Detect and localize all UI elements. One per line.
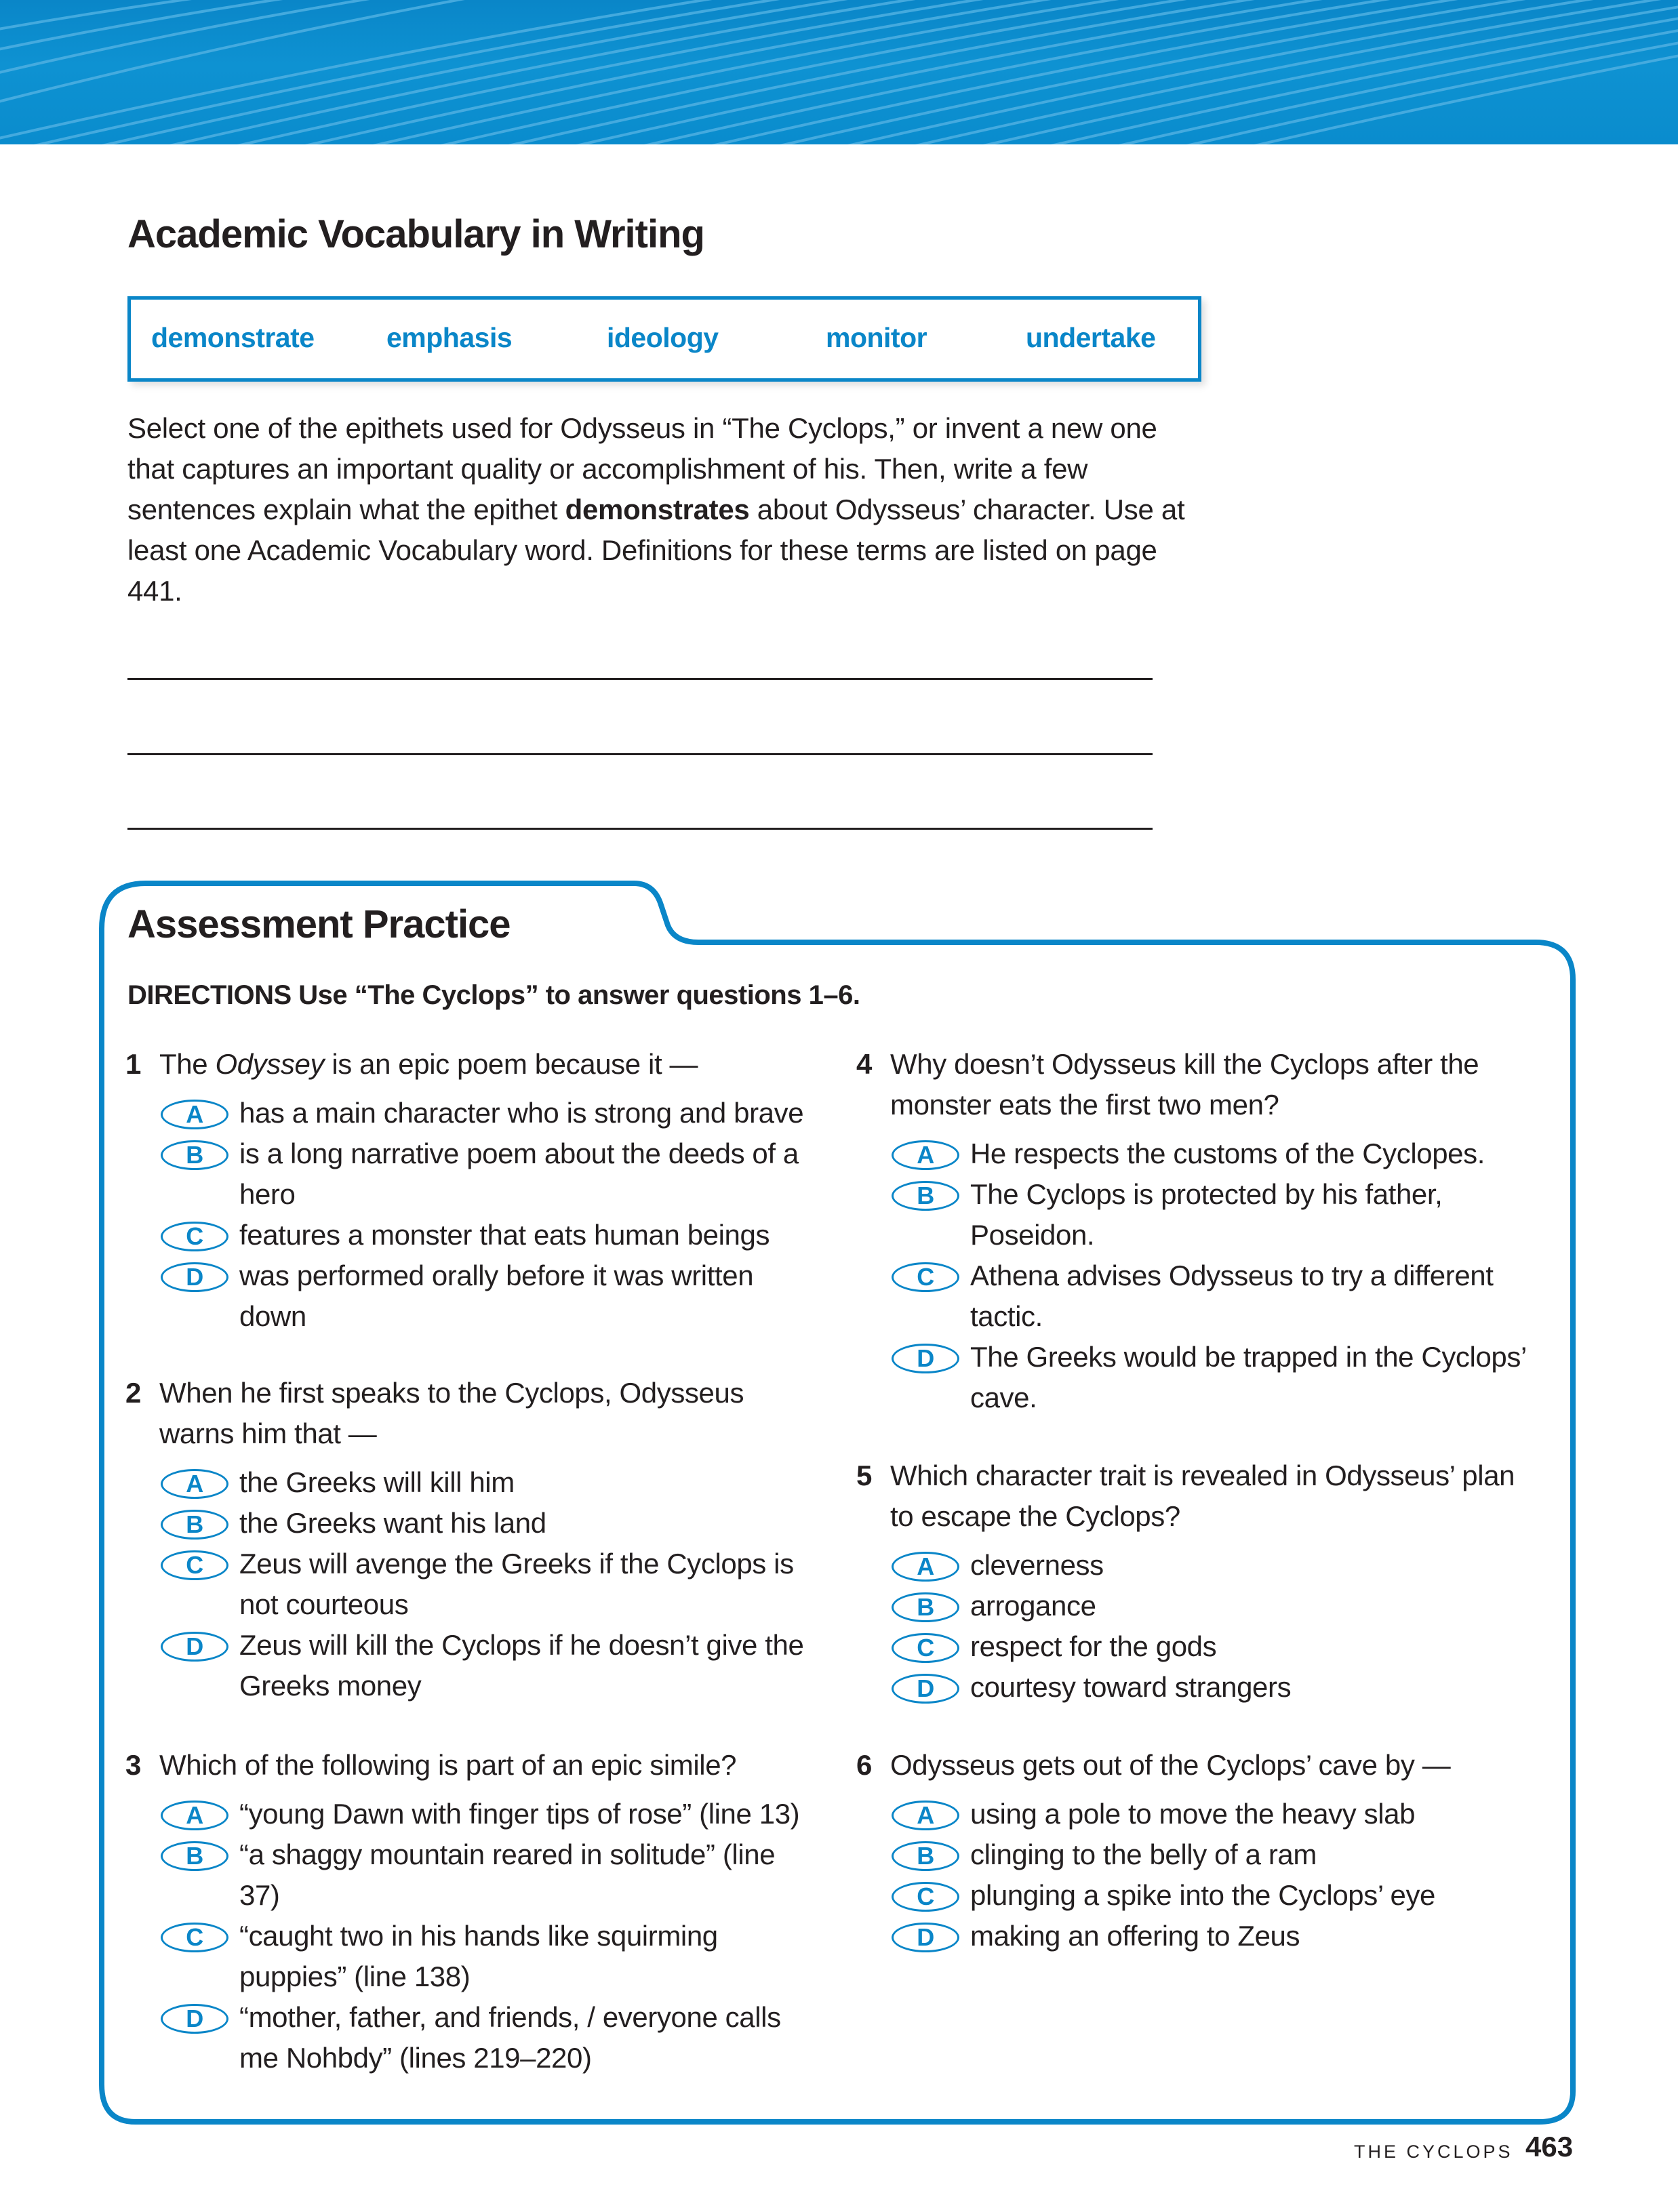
prompt-text-1: Select one of the epithets used for Odysseus in “The Cyclops,” or invent a new one that captures an important quality or accomplishment of his. Then, write a few sentences explain what the epithet — [127, 412, 1157, 525]
answer-bubble-icon[interactable]: C — [892, 1633, 959, 1663]
option-text: “mother, father, and friends, / everyone calls me Nohbdy” (lines 219–220) — [239, 2001, 781, 2074]
stem-text: Which of the following is part of an epic simile? — [159, 1749, 737, 1781]
question-number: 4 — [856, 1048, 872, 1080]
assessment-section-title: Assessment Practice — [127, 902, 511, 946]
answer-bubble-icon[interactable]: D — [892, 1674, 959, 1704]
answer-option-b[interactable] — [856, 1586, 1541, 1626]
option-text: “caught two in his hands like squirming puppies” (line 138) — [239, 1920, 718, 1992]
vocab-word-demonstrate: demonstrate — [151, 322, 315, 353]
answer-option-c[interactable] — [125, 1544, 810, 1625]
answer-bubble-icon[interactable]: A — [161, 1469, 228, 1499]
vocab-word-ideology: ideology — [607, 322, 719, 353]
answer-option-b[interactable] — [125, 1133, 810, 1215]
answer-option-c[interactable] — [856, 1626, 1541, 1667]
answer-option-c[interactable] — [856, 1255, 1541, 1337]
option-text: He respects the customs of the Cyclopes. — [970, 1138, 1485, 1169]
prompt-bold-term: demonstrates — [565, 494, 750, 525]
answer-option-d[interactable] — [856, 1667, 1541, 1708]
answer-option-b[interactable] — [856, 1174, 1541, 1255]
stem-text: Which character trait is revealed in Odysseus’ plan to escape the Cyclops? — [890, 1460, 1515, 1532]
answer-bubble-icon[interactable]: B — [892, 1181, 959, 1211]
answer-bubble-icon[interactable]: B — [161, 1841, 228, 1871]
question-3 — [125, 1745, 810, 2078]
question-stem — [125, 1044, 810, 1085]
answer-option-d[interactable] — [856, 1337, 1541, 1418]
question-stem — [856, 1745, 1541, 1786]
vocab-word-emphasis: emphasis — [386, 322, 513, 353]
answer-option-a[interactable] — [856, 1133, 1541, 1174]
answer-option-a[interactable] — [856, 1794, 1541, 1834]
stem-text: When he first speaks to the Cyclops, Odysseus warns him that — — [159, 1377, 744, 1449]
answer-bubble-icon[interactable]: D — [161, 2004, 228, 2034]
option-text: the Greeks want his land — [239, 1507, 546, 1539]
vocabulary-section-title: Academic Vocabulary in Writing — [127, 212, 704, 256]
answer-option-a[interactable] — [856, 1545, 1541, 1586]
option-text: arrogance — [970, 1590, 1096, 1622]
question-stem — [125, 1745, 810, 1786]
option-text: Zeus will kill the Cyclops if he doesn’t give the Greeks money — [239, 1629, 804, 1702]
question-number: 2 — [125, 1377, 141, 1409]
stem-text: The — [159, 1048, 216, 1080]
question-5 — [856, 1455, 1541, 1708]
answer-bubble-icon[interactable]: C — [892, 1882, 959, 1912]
stem-text: Why doesn’t Odysseus kill the Cyclops after the monster eats the first two men? — [890, 1048, 1479, 1121]
option-text: Zeus will avenge the Greeks if the Cyclops is not courteous — [239, 1548, 794, 1620]
option-text: features a monster that eats human beings — [239, 1219, 770, 1251]
vocab-word-undertake: undertake — [1026, 322, 1156, 353]
stem-text: Odysseus gets out of the Cyclops’ cave by — — [890, 1749, 1451, 1781]
answer-bubble-icon[interactable]: D — [161, 1262, 228, 1292]
answer-option-d[interactable] — [856, 1916, 1541, 1956]
question-stem — [856, 1455, 1541, 1537]
answer-option-b[interactable] — [125, 1503, 810, 1544]
answer-bubble-icon[interactable]: D — [161, 1632, 228, 1662]
question-stem — [125, 1373, 810, 1454]
answer-bubble-icon[interactable]: D — [892, 1344, 959, 1373]
question-number: 6 — [856, 1749, 872, 1781]
question-6 — [856, 1745, 1541, 1956]
vocab-word-monitor: monitor — [826, 322, 927, 353]
answer-option-c[interactable] — [856, 1875, 1541, 1916]
option-text: The Cyclops is protected by his father, Poseidon. — [970, 1178, 1443, 1251]
answer-option-b[interactable] — [125, 1834, 810, 1916]
answer-option-d[interactable] — [125, 1997, 810, 2078]
question-2 — [125, 1373, 810, 1706]
option-text: clinging to the belly of a ram — [970, 1838, 1317, 1870]
option-text: has a main character who is strong and brave — [239, 1097, 804, 1129]
answer-bubble-icon[interactable]: A — [892, 1140, 959, 1170]
question-number: 3 — [125, 1749, 141, 1781]
answer-bubble-icon[interactable]: A — [161, 1100, 228, 1129]
option-text: “young Dawn with finger tips of rose” (line 13) — [239, 1798, 800, 1830]
option-text: making an offering to Zeus — [970, 1920, 1300, 1952]
answer-bubble-icon[interactable]: B — [892, 1841, 959, 1871]
answer-option-a[interactable] — [125, 1794, 810, 1834]
answer-option-d[interactable] — [125, 1625, 810, 1706]
option-text: is a long narrative poem about the deeds of a hero — [239, 1138, 799, 1210]
question-number: 1 — [125, 1048, 141, 1080]
option-text: “a shaggy mountain reared in solitude” (line 37) — [239, 1838, 776, 1911]
answer-option-c[interactable] — [125, 1916, 810, 1997]
page-number: 463 — [1525, 2131, 1574, 2163]
option-text: the Greeks will kill him — [239, 1466, 515, 1498]
answer-option-d[interactable] — [125, 1255, 810, 1337]
assessment-directions: DIRECTIONS Use “The Cyclops” to answer questions 1–6. — [127, 980, 860, 1010]
question-1 — [125, 1044, 810, 1337]
answer-bubble-icon[interactable]: A — [161, 1801, 228, 1830]
answer-bubble-icon[interactable]: A — [892, 1801, 959, 1830]
footer-section-label: THE CYCLOPS — [1354, 2141, 1513, 2162]
option-text: plunging a spike into the Cyclops’ eye — [970, 1879, 1436, 1911]
answer-bubble-icon[interactable]: C — [892, 1262, 959, 1292]
answer-bubble-icon[interactable]: B — [161, 1140, 228, 1170]
stem-italic-title: Odyssey — [215, 1048, 325, 1080]
answer-option-a[interactable] — [125, 1462, 810, 1503]
option-text: The Greeks would be trapped in the Cyclops’ cave. — [970, 1341, 1526, 1413]
answer-bubble-icon[interactable]: B — [161, 1510, 228, 1540]
question-4 — [856, 1044, 1541, 1418]
answer-option-c[interactable] — [125, 1215, 810, 1255]
option-text: using a pole to move the heavy slab — [970, 1798, 1416, 1830]
option-text: cleverness — [970, 1549, 1104, 1581]
answer-bubble-icon[interactable]: D — [892, 1923, 959, 1952]
answer-bubble-icon[interactable]: A — [892, 1552, 959, 1582]
option-text: courtesy toward strangers — [970, 1671, 1292, 1703]
stem-text: is an epic poem because it — — [324, 1048, 698, 1080]
answer-bubble-icon[interactable]: C — [161, 1550, 228, 1580]
question-stem — [856, 1044, 1541, 1125]
option-text: was performed orally before it was written down — [239, 1260, 754, 1332]
question-number: 5 — [856, 1460, 872, 1491]
prompt-text-2: about Odysseus’ character. Use at least one Academic Vocabulary word. Definitions for these terms are listed on page 441. — [127, 494, 1185, 607]
answer-bubble-icon[interactable]: B — [892, 1592, 959, 1622]
option-text: Athena advises Odysseus to try a different tactic. — [970, 1260, 1494, 1332]
answer-option-a[interactable] — [125, 1093, 810, 1133]
answer-bubble-icon[interactable]: C — [161, 1222, 228, 1251]
answer-bubble-icon[interactable]: C — [161, 1923, 228, 1952]
answer-option-b[interactable] — [856, 1834, 1541, 1875]
option-text: respect for the gods — [970, 1630, 1217, 1662]
